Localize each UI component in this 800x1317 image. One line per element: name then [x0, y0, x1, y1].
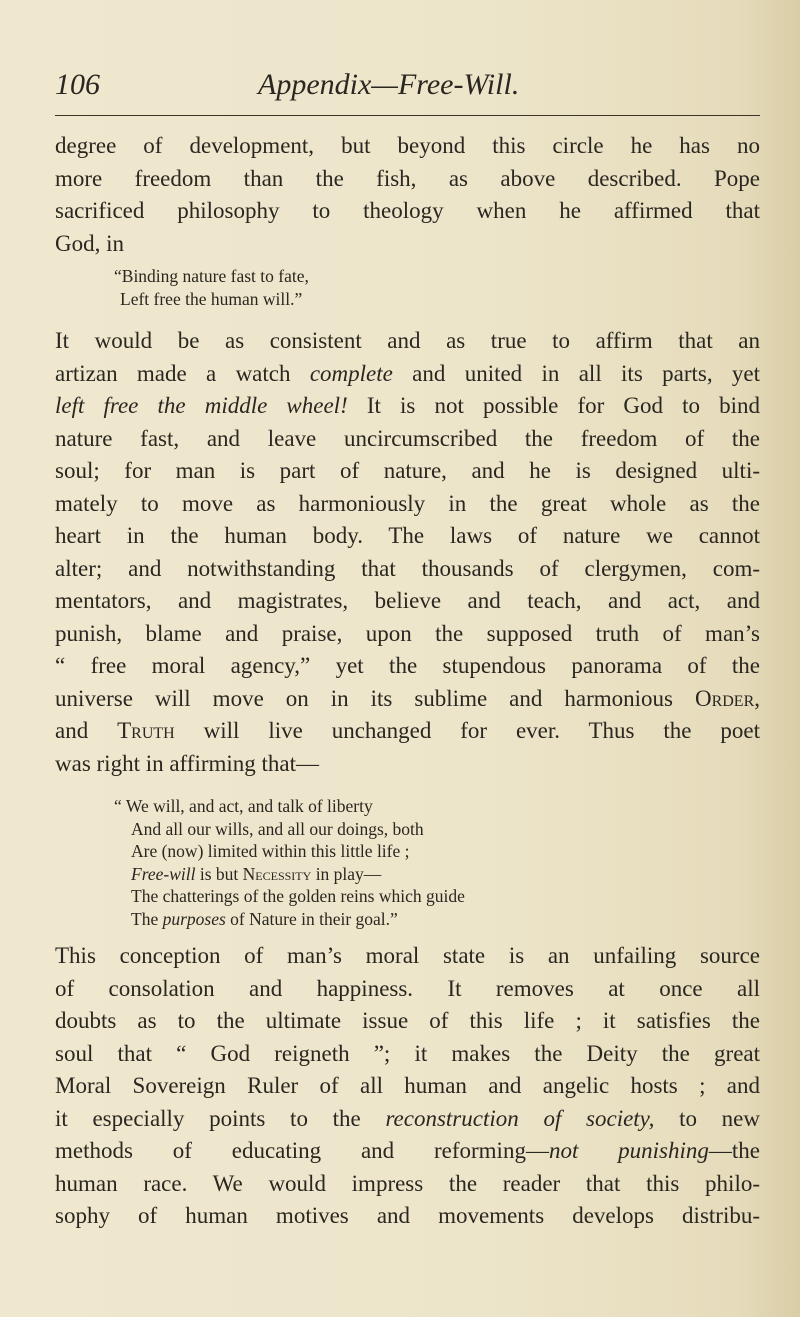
text-span: to new — [654, 1105, 760, 1131]
text-line — [55, 683, 760, 716]
text-line: mately to move as harmoniously in the great whole as the — [55, 490, 760, 516]
text-span: and — [55, 718, 118, 743]
text-span: It is not possible for God to bind — [347, 393, 760, 418]
italic-emphasis: complete — [309, 360, 393, 386]
text-line — [55, 358, 760, 391]
italic-emphasis: purposes — [162, 908, 226, 929]
italic-emphasis: Free-will — [131, 863, 196, 884]
small-caps-word: Order, — [694, 685, 760, 711]
running-head: Appendix—Free-Will. — [258, 68, 520, 101]
text-line: was right in affirming that— — [55, 750, 320, 776]
small-caps-word: Truth — [117, 718, 175, 743]
text-line: Moral Sovereign Ruler of all human and angelic hosts ; and — [55, 1073, 760, 1098]
text-line: God, in — [55, 230, 124, 256]
text-span: —the — [708, 1138, 760, 1163]
text-line: more freedom than the fish, as above described. Pope — [55, 165, 760, 191]
verse-line — [114, 863, 714, 886]
small-caps-word: Necessity — [242, 863, 312, 884]
verse-line — [114, 908, 714, 931]
italic-emphasis: not punishing — [548, 1138, 709, 1163]
page-header — [55, 68, 760, 108]
text-line — [55, 1135, 760, 1168]
text-line: soul that “ God reigneth ”; it makes the Deity the great — [55, 1040, 760, 1066]
text-span: The — [131, 908, 163, 929]
verse-line: Left free the human will.” — [120, 288, 303, 309]
verse-line: The chatterings of the golden reins which guide — [131, 886, 465, 906]
text-line — [55, 390, 760, 423]
text-line: sacrificed philosophy to theology when he affirmed that — [55, 198, 760, 223]
italic-emphasis: reconstruction of society, — [385, 1105, 655, 1131]
paragraph-2 — [55, 325, 760, 780]
text-line: alter; and notwithstanding that thousands of clergymen, com- — [55, 555, 760, 581]
text-line: punish, blame and praise, upon the supposed truth of man’s — [55, 620, 760, 646]
verse-line: “ We will, and act, and talk of liberty — [114, 796, 373, 816]
verse-line: Are (now) limited within this little life ; — [131, 841, 410, 861]
text-span: of Nature in their goal.” — [225, 908, 398, 929]
text-line: doubts as to the ultimate issue of this life ; it satisfies the — [55, 1008, 760, 1033]
text-span: methods of educating and reforming— — [55, 1138, 549, 1163]
text-span: artizan made a watch — [55, 360, 310, 386]
verse-line: “Binding nature fast to fate, — [114, 266, 309, 286]
text-span: universe will move on in its sublime and harmonious — [55, 685, 695, 711]
page-number: 106 — [55, 68, 100, 101]
text-line: human race. We would impress the reader that this philo- — [55, 1170, 760, 1196]
paragraph-3 — [55, 940, 760, 1233]
text-span: in play— — [311, 863, 382, 884]
quote-2 — [114, 795, 714, 930]
text-line: soul; for man is part of nature, and he is designed ulti- — [55, 458, 760, 483]
italic-emphasis: left free the middle wheel! — [55, 393, 348, 418]
text-span: it especially points to the — [55, 1105, 386, 1131]
text-line: of consolation and happiness. It removes at once all — [55, 975, 760, 1001]
verse-line: And all our wills, and all our doings, both — [131, 818, 424, 839]
text-line: heart in the human body. The laws of nature we cannot — [55, 523, 760, 548]
text-line: sophy of human motives and movements develops distribu- — [55, 1203, 760, 1228]
text-line: nature fast, and leave uncircumscribed the freedom of the — [55, 425, 760, 451]
text-line: mentators, and magistrates, believe and teach, and act, and — [55, 588, 760, 613]
paragraph-1 — [55, 130, 760, 260]
text-line: degree of development, but beyond this circle he has no — [55, 133, 760, 158]
text-span: and united in all its parts, yet — [392, 360, 760, 386]
text-line: It would be as consistent and as true to affirm that an — [55, 328, 760, 353]
text-line: This conception of man’s moral state is an unfailing source — [55, 943, 760, 968]
text-span: is but — [195, 863, 243, 884]
text-line — [55, 715, 760, 748]
header-rule — [55, 115, 760, 116]
text-line: “ free moral agency,” yet the stupendous panorama of the — [55, 653, 760, 678]
text-line — [55, 1103, 760, 1136]
text-span: will live unchanged for ever. Thus the poet — [174, 718, 760, 743]
quote-1 — [114, 265, 714, 310]
